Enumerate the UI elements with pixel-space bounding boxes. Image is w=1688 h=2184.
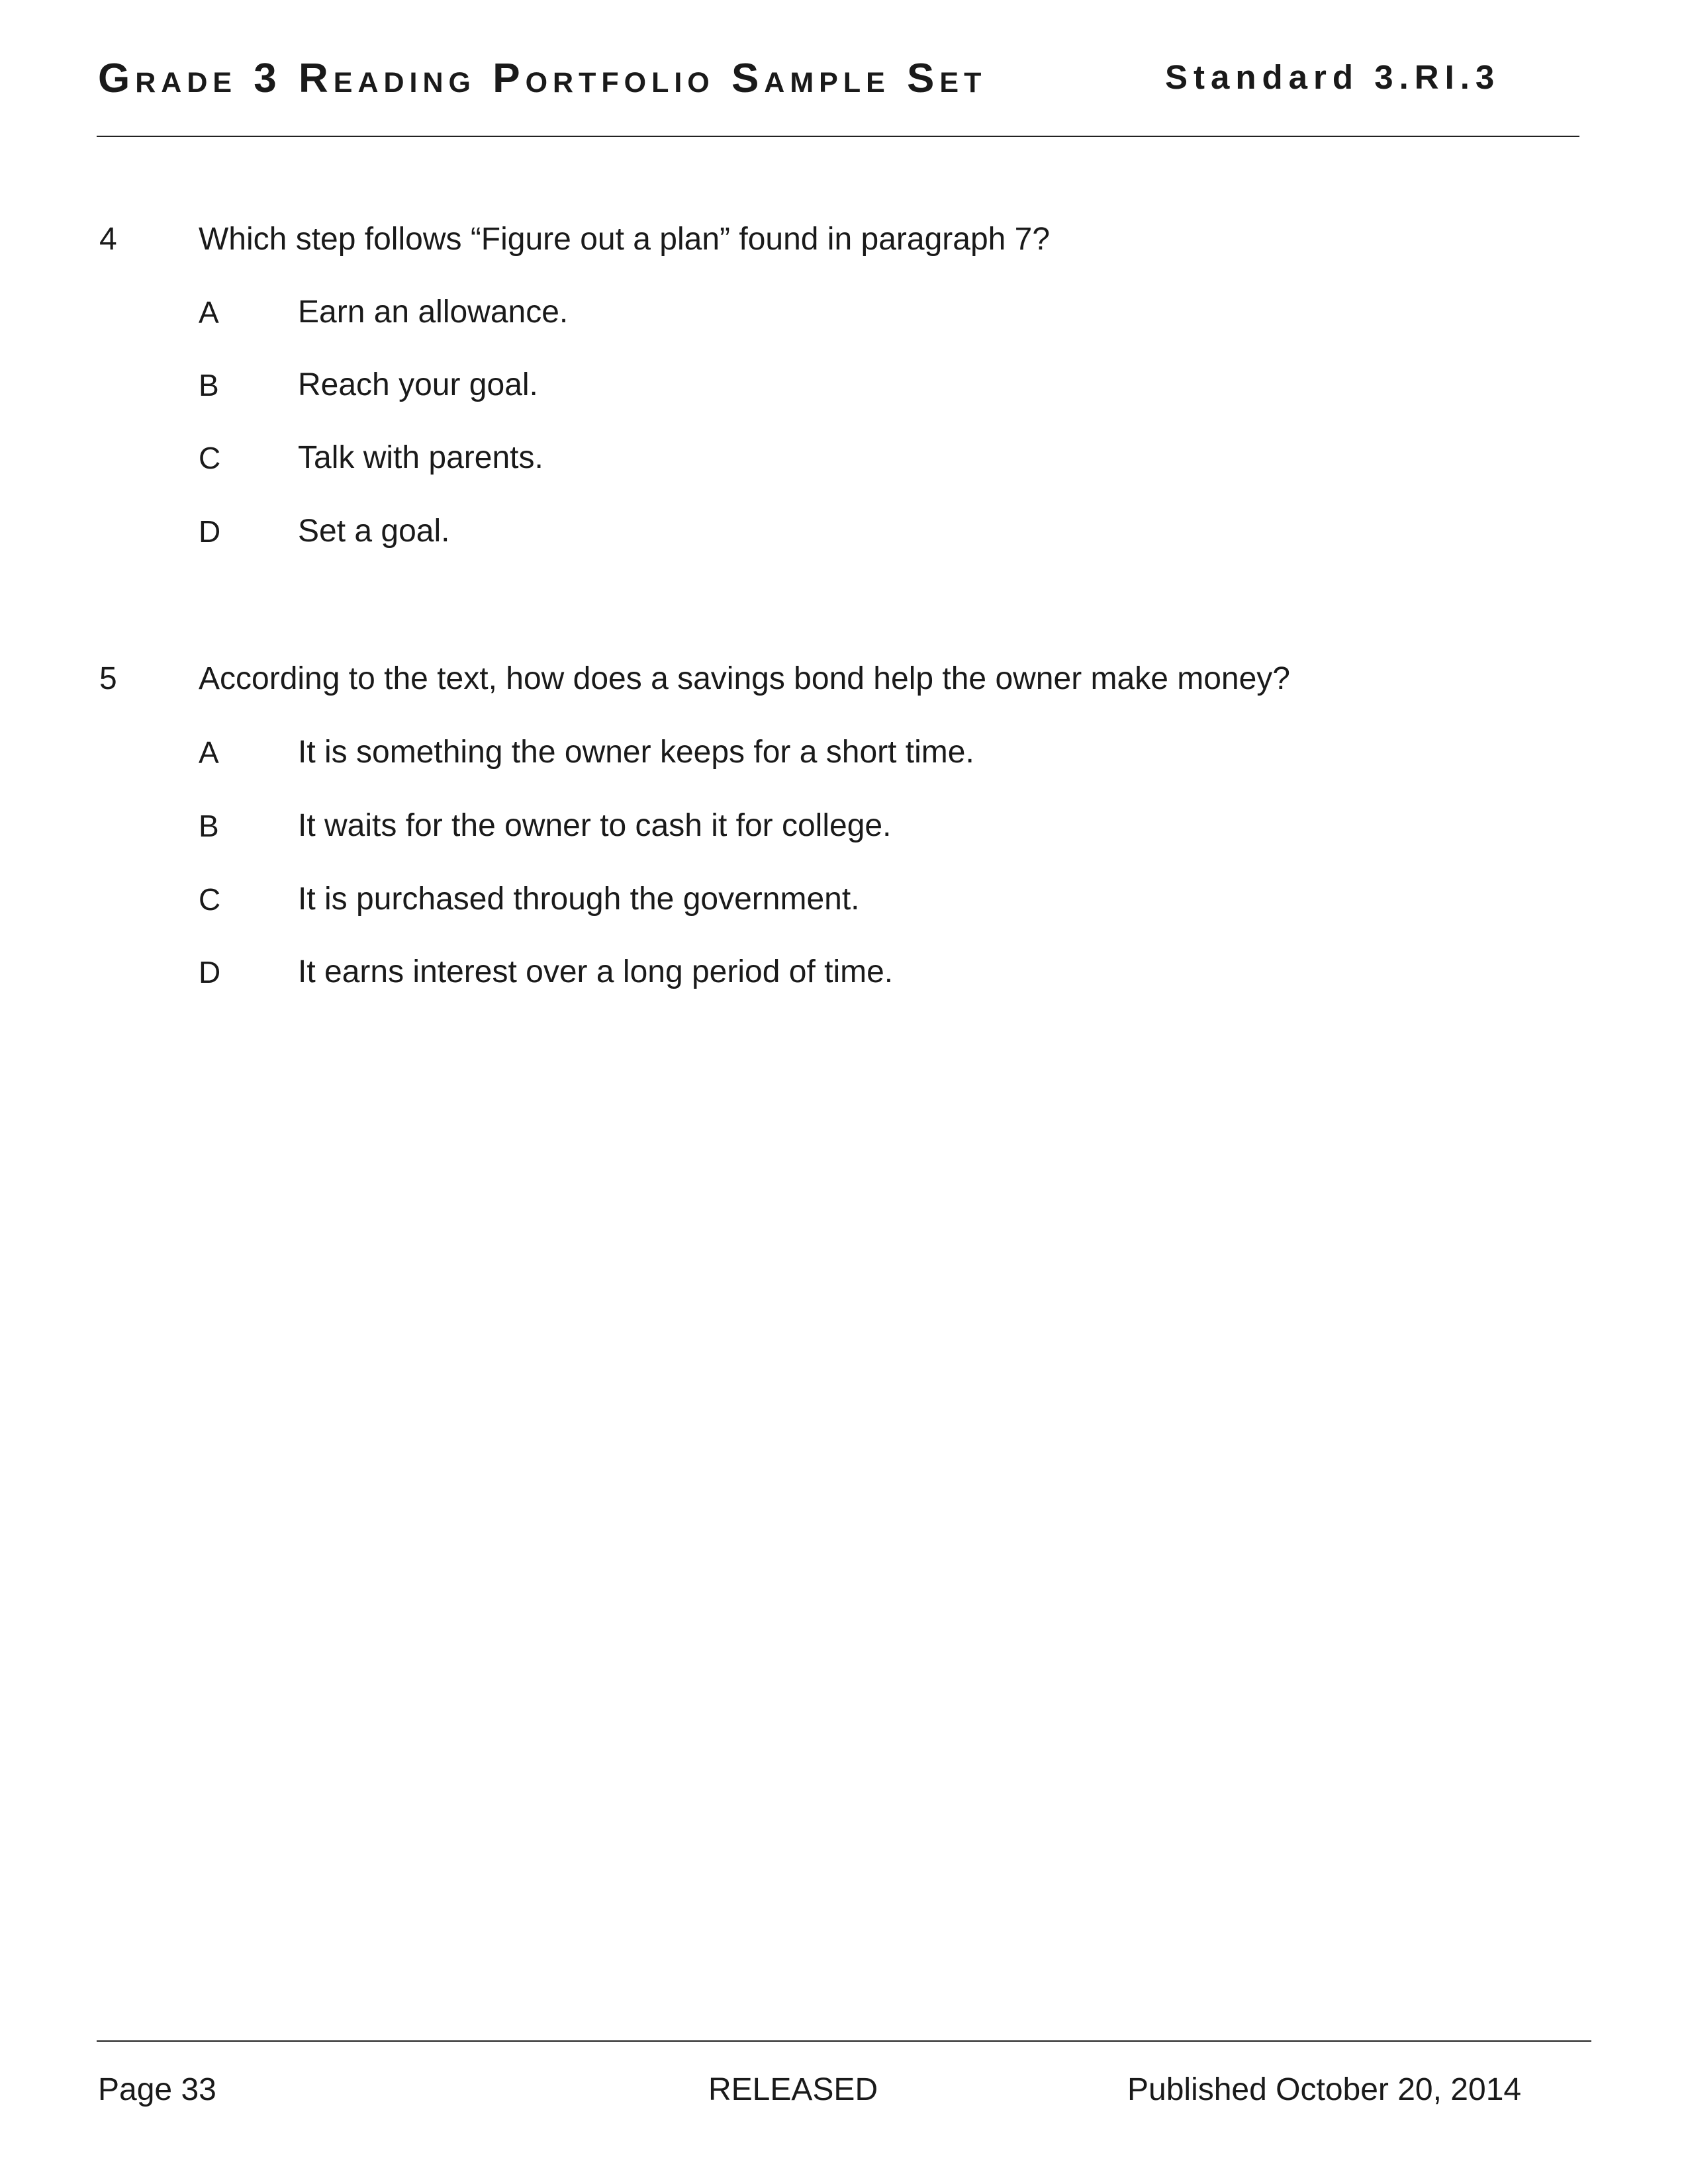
answer-choice-d[interactable] xyxy=(0,513,1688,550)
choice-letter: C xyxy=(199,882,221,917)
question-number: 5 xyxy=(99,661,117,696)
answer-choice-d[interactable] xyxy=(0,954,1688,991)
choice-letter: D xyxy=(199,514,221,549)
question-stem: Which step follows “Figure out a plan” found in paragraph 7? xyxy=(199,222,1051,257)
choice-letter: C xyxy=(199,441,221,475)
answer-choice-a[interactable] xyxy=(0,294,1688,331)
page-number: Page 33 xyxy=(98,2072,216,2107)
answer-choice-b[interactable] xyxy=(0,807,1688,844)
choice-text: Talk with parents. xyxy=(298,440,543,475)
publish-date: Published October 20, 2014 xyxy=(1127,2072,1522,2107)
choice-text: Earn an allowance. xyxy=(298,295,569,330)
choice-letter: B xyxy=(199,368,219,402)
choice-text: Set a goal. xyxy=(298,514,450,549)
choice-letter: A xyxy=(199,735,219,770)
answer-choice-c[interactable] xyxy=(0,439,1688,477)
choice-text: It earns interest over a long period of time. xyxy=(298,954,894,989)
question-stem: According to the text, how does a savings bond help the owner make money? xyxy=(199,661,1290,696)
answer-choice-a[interactable] xyxy=(0,734,1688,771)
question-number: 4 xyxy=(99,222,117,257)
release-status: RELEASED xyxy=(708,2072,878,2107)
choice-text: Reach your goal. xyxy=(298,367,538,402)
choice-letter: D xyxy=(199,955,221,989)
answer-choice-c[interactable] xyxy=(0,881,1688,918)
footer-divider xyxy=(97,2040,1591,2042)
choice-letter: A xyxy=(199,295,219,330)
document-header-title: Grade 3 Reading Portfolio Sample Set xyxy=(98,56,987,101)
choice-letter: B xyxy=(199,809,219,843)
header-divider xyxy=(97,136,1579,137)
choice-text: It is something the owner keeps for a short time. xyxy=(298,735,974,770)
choice-text: It waits for the owner to cash it for college. xyxy=(298,808,892,843)
standard-label: Standard 3.RI.3 xyxy=(1165,58,1501,96)
choice-text: It is purchased through the government. xyxy=(298,882,860,917)
answer-choice-b[interactable] xyxy=(0,367,1688,404)
